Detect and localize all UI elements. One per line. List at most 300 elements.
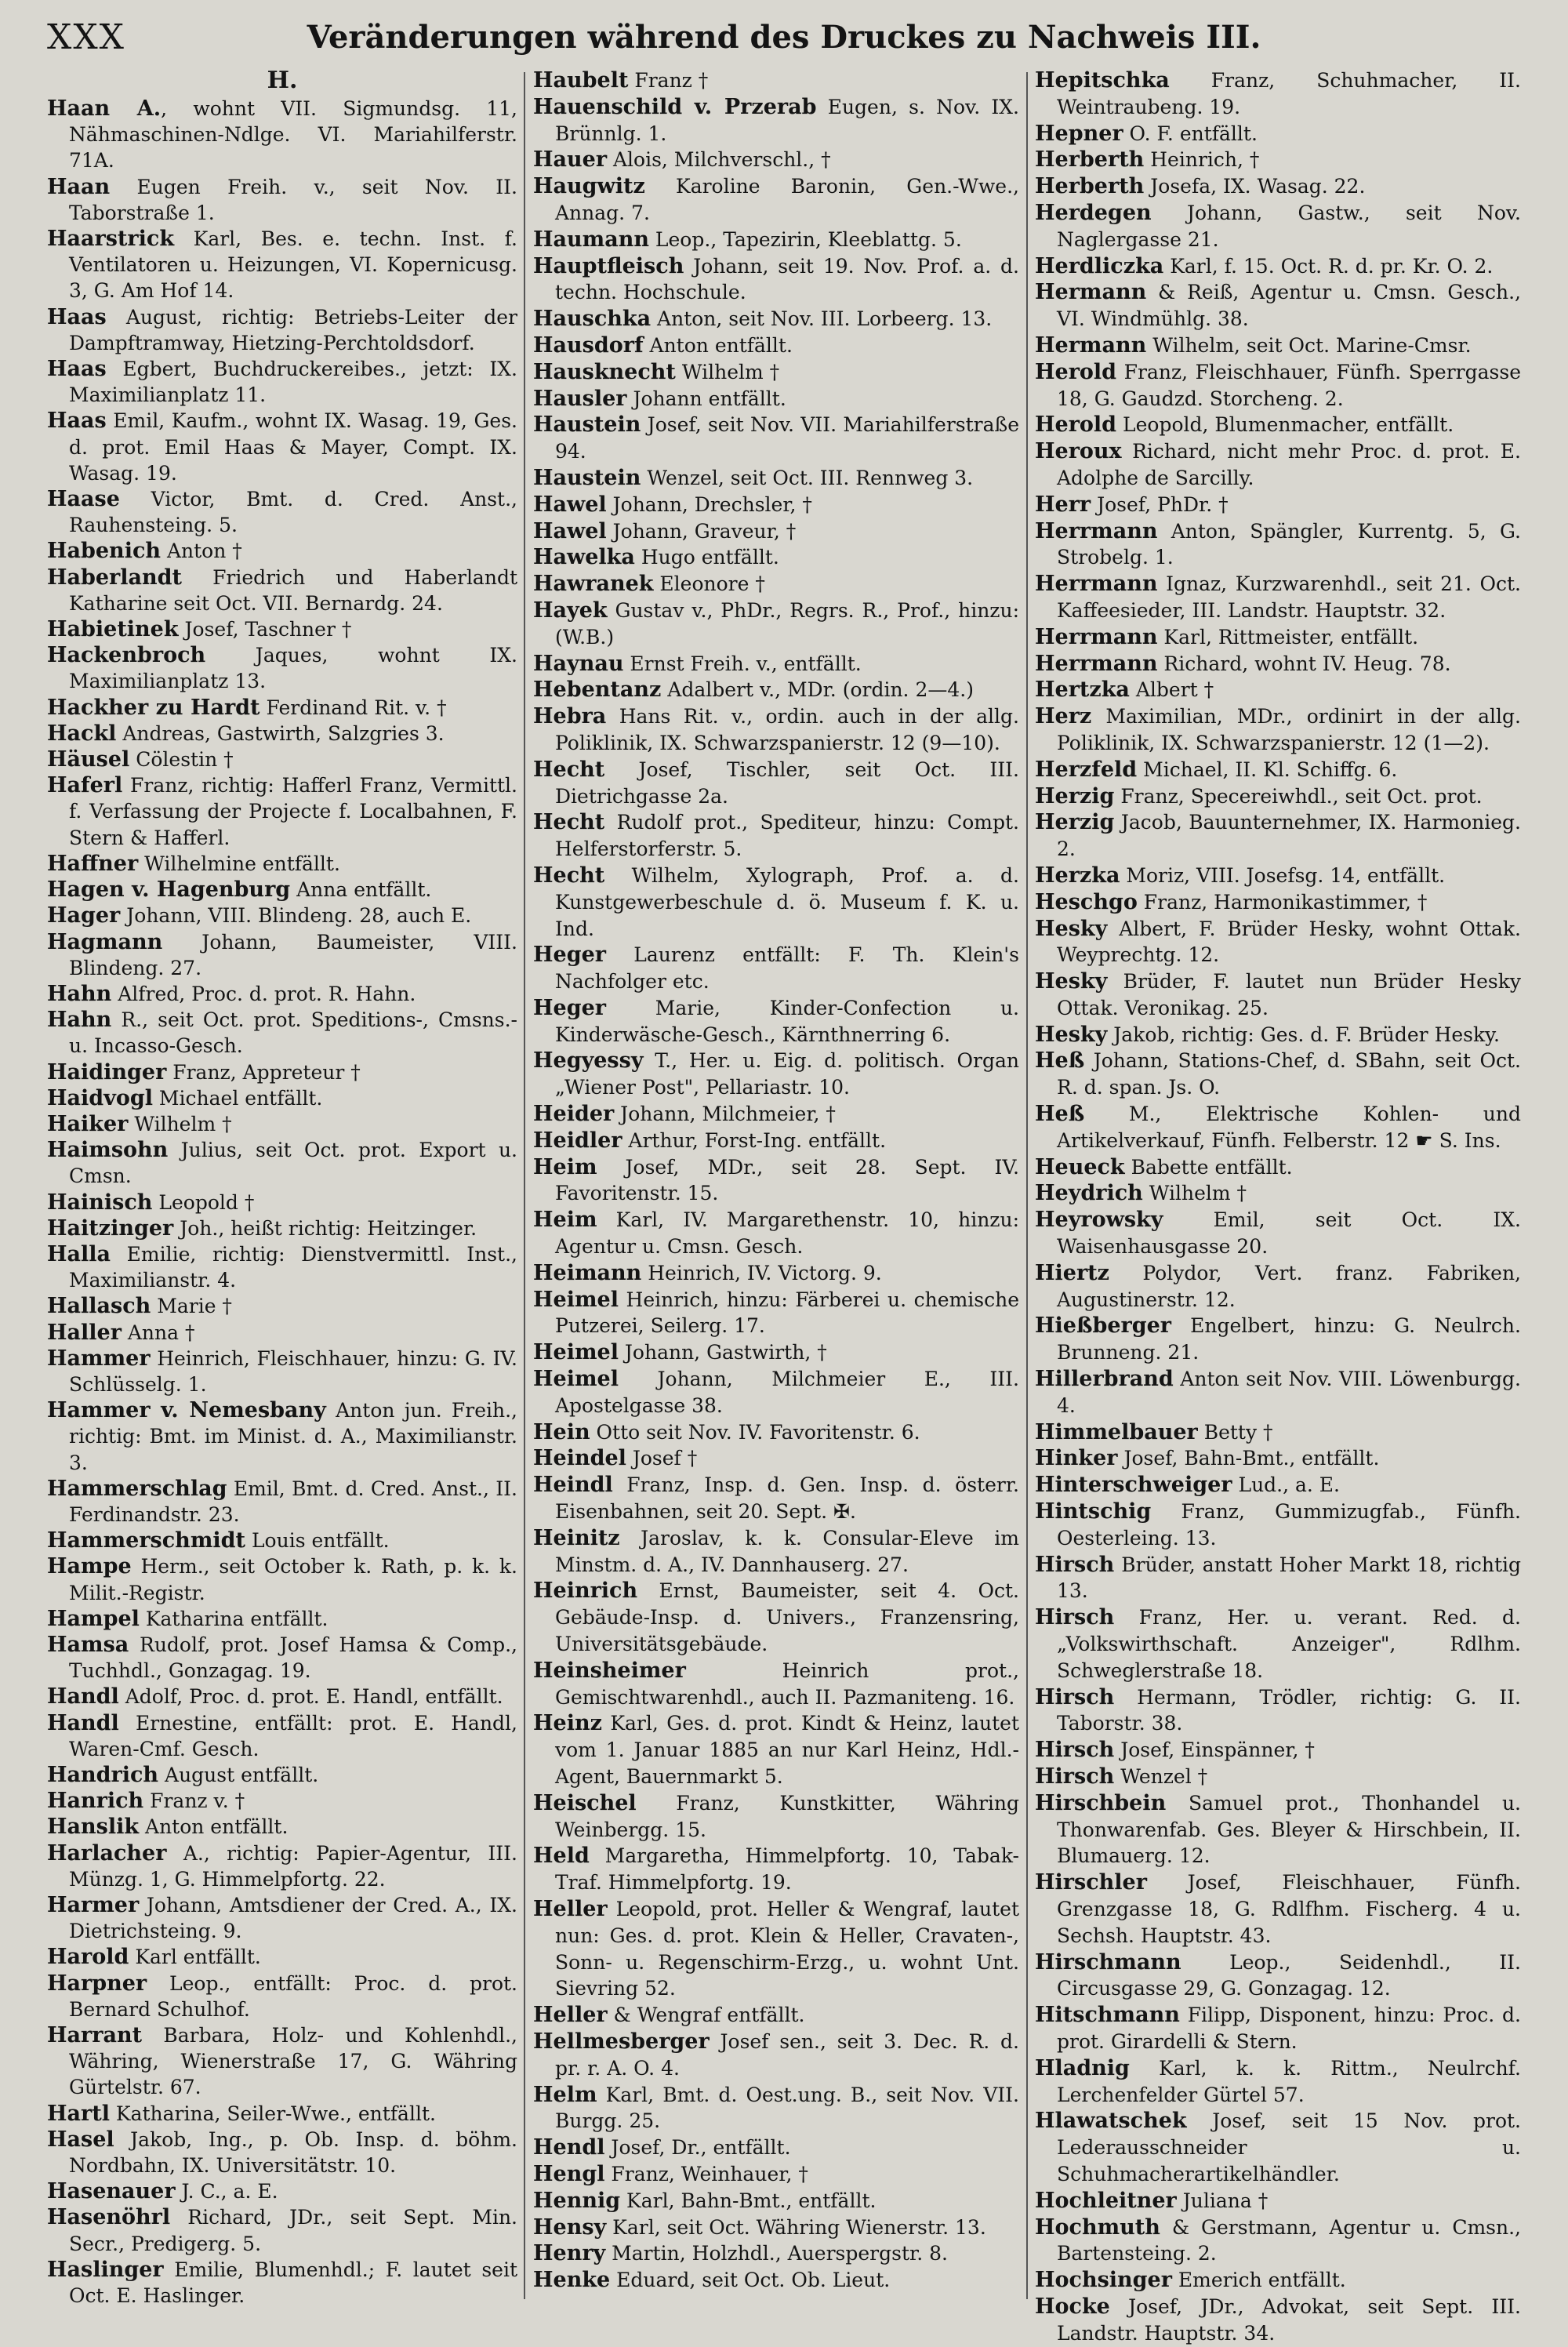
- entry-text: Friedrich und Haberlandt Katharine seit Oct. VII. Bernardg. 24.: [69, 565, 517, 615]
- directory-entry: [1035, 1869, 1521, 1949]
- directory-entry: [533, 2082, 1019, 2135]
- directory-entry: [1035, 1445, 1521, 1472]
- entry-text: Engelbert, hinzu: G. Neulrch. Brunneng. 21.: [1057, 1314, 1521, 1364]
- directory-entry: [1035, 121, 1521, 147]
- entry-text: Johann, seit 19. Nov. Prof. a. d. techn. Hochschule.: [555, 254, 1019, 304]
- entry-name: Hirsch: [1035, 1684, 1115, 1709]
- entry-name: Hepitschka: [1035, 68, 1170, 93]
- entry-text: Otto seit Nov. IV. Favoritenstr. 6.: [590, 1420, 920, 1444]
- entry-name: Hahn: [47, 1008, 112, 1033]
- entry-text: Johann, Gastw., seit Nov. Naglergasse 21.: [1057, 201, 1521, 251]
- entry-text: Josef sen., seit 3. Dec. R. d. pr. r. A. O. 4.: [555, 2029, 1019, 2080]
- entry-name: Hitschmann: [1035, 2003, 1180, 2028]
- entry-text: Polydor, Vert. franz. Fabriken, Augustinerstr. 12.: [1057, 1261, 1521, 1311]
- entry-text: Ignaz, Kurzwarenhdl., seit 21. Oct. Kaffeesieder, III. Landstr. Hauptstr. 32.: [1057, 572, 1521, 622]
- entry-text: Babette entfällt.: [1124, 1155, 1293, 1179]
- directory-entry: [1035, 624, 1521, 651]
- directory-entry: [533, 359, 1019, 386]
- directory-entry: [1035, 1180, 1521, 1207]
- directory-entry: [47, 174, 517, 226]
- directory-entry: [533, 677, 1019, 703]
- directory-entry: [533, 571, 1019, 598]
- entry-text: Richard, wohnt IV. Heug. 78.: [1157, 652, 1451, 675]
- directory-entry: [1035, 1366, 1521, 1419]
- entry-name: Herdegen: [1035, 200, 1152, 225]
- entry-name: Hagen v. Hagenburg: [47, 877, 291, 903]
- entry-name: Hausdorf: [533, 332, 644, 358]
- entry-text: Johann, Drechsler, †: [606, 492, 812, 516]
- entry-name: Hasel: [47, 2127, 114, 2152]
- directory-entry: [47, 2204, 517, 2256]
- entry-text: Wenzel, seit Oct. III. Rennweg 3.: [641, 466, 974, 489]
- entry-name: Hocke: [1035, 2294, 1110, 2319]
- entry-name: Heimel: [533, 1287, 619, 1312]
- directory-entry: [47, 642, 517, 694]
- directory-entry: [533, 598, 1019, 651]
- entry-text: Gustav v., PhDr., Regrs. R., Prof., hinzu: (W.B.): [555, 598, 1019, 649]
- entry-text: Franz, Specereiwhdl., seit Oct. prot.: [1114, 784, 1483, 808]
- directory-entry: [1035, 1101, 1521, 1154]
- directory-entry: [1035, 518, 1521, 572]
- entry-text: Filipp, Disponent, hinzu: Proc. d. prot. Girardelli & Stern.: [1057, 2004, 1521, 2053]
- entry-name: Heger: [533, 943, 606, 968]
- directory-entry: [47, 1397, 517, 1476]
- directory-entry: [533, 1578, 1019, 1657]
- directory-entry: [533, 1207, 1019, 1260]
- directory-entry: [1035, 2188, 1521, 2214]
- entry-name: Heydrich: [1035, 1181, 1143, 1206]
- directory-entry: [1035, 1764, 1521, 1790]
- entry-text: Josef, seit Nov. VII. Mariahilferstraße 94.: [555, 413, 1019, 463]
- directory-entry: [47, 408, 517, 486]
- directory-entry: [47, 695, 517, 721]
- directory-entry: [1035, 359, 1521, 412]
- entry-name: Haller: [47, 1320, 122, 1345]
- entry-text: Martin, Holzhdl., Auerspergstr. 8.: [605, 2242, 948, 2265]
- entry-text: Anna †: [121, 1321, 195, 1344]
- directory-entry: [47, 2022, 517, 2101]
- entry-text: Michael entfällt.: [152, 1086, 323, 1110]
- entry-name: Heger: [533, 995, 606, 1020]
- directory-entry: [533, 1048, 1019, 1101]
- entry-name: Hallasch: [47, 1294, 151, 1319]
- directory-entry: [47, 1528, 517, 1553]
- directory-entry: [533, 1843, 1019, 1896]
- column-3-entries: [1035, 67, 1521, 2347]
- directory-entry: [1035, 253, 1521, 280]
- directory-entry: [1035, 571, 1521, 624]
- entry-name: Hampe: [47, 1554, 132, 1579]
- entry-text: August entfällt.: [158, 1764, 319, 1786]
- directory-entry: [1035, 757, 1521, 783]
- directory-entry: [47, 2178, 517, 2204]
- entry-name: Heidler: [533, 1128, 622, 1153]
- column-2-entries: [533, 67, 1019, 2294]
- entry-text: Arthur, Forst-Ing. entfällt.: [622, 1128, 887, 1152]
- entry-text: Josef, Dr., entfällt.: [604, 2136, 791, 2160]
- directory-entry: [1035, 147, 1521, 173]
- entry-name: Harpner: [47, 1971, 147, 1996]
- entry-name: Hammerschlag: [47, 1476, 227, 1501]
- entry-name: Hesky: [1035, 1022, 1108, 1047]
- entry-text: Brüder, F. lautet nun Brüder Hesky Ottak. Veronikag. 25.: [1057, 970, 1521, 1019]
- directory-entry: [1035, 889, 1521, 916]
- entry-text: Ernestine, entfällt: prot. E. Handl, Waren-Cmf. Gesch.: [69, 1711, 517, 1760]
- directory-entry: [533, 227, 1019, 253]
- entry-text: Karl, Bmt. d. Oest.ung. B., seit Nov. VII. Burgg. 25.: [555, 2083, 1019, 2133]
- entry-text: Wenzel †: [1114, 1765, 1208, 1788]
- directory-entry: [1035, 279, 1521, 332]
- entry-text: Marie, Kinder-Confection u. Kinderwäsche-Gesch., Kärnthnerring 6.: [555, 996, 1019, 1046]
- entry-text: Karl, f. 15. Oct. R. d. pr. Kr. O. 2.: [1163, 254, 1494, 278]
- directory-entry: [533, 2214, 1019, 2241]
- entry-text: Ernst, Baumeister, seit 4. Oct. Gebäude-Insp. d. Univers., Franzensring, Universitätsgebäude.: [555, 1579, 1019, 1656]
- entry-text: Wilhelmine entfällt.: [138, 852, 340, 875]
- entry-text: Joh., heißt richtig: Heitzinger.: [173, 1216, 477, 1240]
- directory-entry: [533, 1260, 1019, 1287]
- directory-entry: [533, 1445, 1019, 1472]
- entry-text: Josef, Einspänner, †: [1114, 1738, 1315, 1762]
- entry-text: Karl, Bahn-Bmt., entfällt.: [620, 2189, 877, 2212]
- entry-name: Heschgo: [1035, 889, 1138, 914]
- entry-text: Franz, Her. u. verant. Red. d. „Volkswirthschaft. Anzeiger", Rdlhm. Schweglerstraße 18.: [1057, 1606, 1521, 1682]
- directory-entry: [1035, 2214, 1521, 2268]
- entry-name: Hawelka: [533, 545, 635, 570]
- entry-text: Josef †: [626, 1447, 698, 1470]
- entry-text: Samuel prot., Thonhandel u. Thonwarenfab. Ges. Bleyer & Hirschbein, II. Blumauerg. 12.: [1057, 1791, 1521, 1868]
- entry-name: Harold: [47, 1945, 129, 1970]
- entry-text: Alois, Milchverschl., †: [607, 148, 831, 172]
- entry-text: , wohnt VII. Sigmundsg. 11, Nähmaschinen-Ndlge. VI. Mariahilferstr. 71A.: [69, 97, 517, 173]
- entry-text: Hans Rit. v., ordin. auch in der allg. Poliklinik, IX. Schwarzspanierstr. 12 (9—10).: [555, 705, 1019, 754]
- entry-name: Hackl: [47, 721, 117, 746]
- directory-entry: [1035, 651, 1521, 678]
- entry-name: Herzig: [1035, 810, 1115, 835]
- entry-text: Adolf, Proc. d. prot. E. Handl, entfällt.: [118, 1685, 503, 1709]
- entry-name: Herdliczka: [1035, 253, 1164, 278]
- section-letter: H.: [267, 67, 298, 94]
- entry-text: Karl, seit Oct. Währing Wienerstr. 13.: [606, 2215, 986, 2239]
- entry-text: Josef, JDr., Advokat, seit Sept. III. Landstr. Hauptstr. 34.: [1057, 2294, 1521, 2345]
- entry-name: Heueck: [1035, 1154, 1125, 1179]
- directory-entry: [533, 2002, 1019, 2029]
- column-1: [47, 67, 517, 2310]
- directory-entry: [1035, 492, 1521, 518]
- entry-text: & Gerstmann, Agentur u. Cmsn., Bartensteing. 2.: [1057, 2215, 1521, 2265]
- entry-name: Hinker: [1035, 1446, 1118, 1471]
- entry-text: Albert †: [1129, 678, 1214, 702]
- entry-text: Leop., entfällt: Proc. d. prot. Bernard Schulhof.: [69, 1971, 517, 2021]
- directory-entry: [533, 465, 1019, 492]
- entry-name: Heinitz: [533, 1525, 620, 1550]
- directory-entry: [533, 863, 1019, 942]
- entry-text: Eduard, seit Oct. Ob. Lieut.: [610, 2269, 891, 2292]
- directory-entry: [533, 757, 1019, 810]
- entry-name: Hasenauer: [47, 2179, 176, 2204]
- entry-name: Hirsch: [1035, 1605, 1115, 1630]
- entry-text: Andreas, Gastwirth, Salzgries 3.: [116, 721, 445, 745]
- entry-name: Hochsinger: [1035, 2268, 1172, 2293]
- entry-text: Anton †: [161, 540, 242, 563]
- entry-text: Josef, Bahn-Bmt., entfällt.: [1117, 1447, 1380, 1470]
- entry-name: Hellmesberger: [533, 2029, 710, 2054]
- entry-name: Heller: [533, 2003, 608, 2028]
- entry-text: & Wengraf entfällt.: [607, 2004, 805, 2027]
- entry-text: Anna entfällt.: [290, 878, 432, 902]
- directory-entry: [47, 981, 517, 1007]
- directory-entry: [533, 2240, 1019, 2267]
- directory-entry: [47, 1111, 517, 1137]
- directory-entry: [47, 616, 517, 642]
- entry-text: Jakob, richtig: Ges. d. F. Brüder Hesky.: [1107, 1023, 1500, 1046]
- directory-entry: [533, 942, 1019, 995]
- directory-entry: [533, 703, 1019, 757]
- directory-entry: [533, 1154, 1019, 1208]
- directory-entry: [1035, 67, 1521, 121]
- entry-name: Heimann: [533, 1260, 642, 1285]
- entry-text: O. F. entfällt.: [1123, 122, 1258, 145]
- entry-name: Haarstrick: [47, 227, 175, 252]
- directory-entry: [1035, 1552, 1521, 1605]
- directory-entry: [47, 1814, 517, 1840]
- entry-name: Herrmann: [1035, 651, 1158, 676]
- entry-text: M., Elektrische Kohlen- und Artikelverkauf, Fünfh. Felberstr. 12 ☛ S. Ins.: [1057, 1103, 1521, 1152]
- entry-name: Hengl: [533, 2161, 605, 2186]
- directory-entry: [533, 2161, 1019, 2188]
- entry-text: Jakob, Ing., p. Ob. Insp. d. böhm. Nordbahn, IX. Universitätstr. 10.: [69, 2127, 517, 2178]
- directory-entry: [47, 1971, 517, 2022]
- directory-entry: [1035, 2108, 1521, 2187]
- entry-text: Katharina entfällt.: [139, 1607, 328, 1630]
- entry-name: Hagmann: [47, 929, 163, 954]
- entry-text: Johann, Baumeister, VIII. Blindeng. 27.: [69, 930, 517, 979]
- entry-name: Haustein: [533, 465, 641, 490]
- entry-name: Handl: [47, 1710, 119, 1735]
- directory-entry: [47, 1632, 517, 1684]
- directory-entry: [47, 565, 517, 616]
- entry-name: Heß: [1035, 1048, 1085, 1074]
- directory-entry: [47, 772, 517, 851]
- entry-text: Marie †: [151, 1295, 232, 1318]
- entry-name: Herberth: [1035, 174, 1145, 199]
- entry-text: Karl, Rittmeister, entfällt.: [1157, 625, 1419, 649]
- entry-name: Haan: [47, 174, 111, 199]
- entry-name: Hladnig: [1035, 2055, 1130, 2080]
- directory-entry: [1035, 783, 1521, 810]
- directory-entry: [533, 1366, 1019, 1419]
- entry-name: Hamsa: [47, 1632, 129, 1657]
- directory-entry: [1035, 438, 1521, 492]
- directory-entry: [47, 1762, 517, 1788]
- entry-text: Eleonore †: [653, 572, 765, 596]
- entry-name: Haberlandt: [47, 565, 183, 590]
- entry-name: Hartl: [47, 2101, 110, 2126]
- entry-name: Heinrich: [533, 1579, 638, 1604]
- directory-entry: [533, 147, 1019, 173]
- entry-text: Franz, richtig: Hafferl Franz, Vermittl. f. Verfassung der Projecte f. Localbahnen, F. Stern & Hafferl.: [69, 774, 517, 849]
- entry-text: Johann, Gastwirth, †: [618, 1341, 827, 1364]
- directory-entry: [1035, 1472, 1521, 1499]
- entry-name: Hinterschweiger: [1035, 1473, 1232, 1498]
- entry-name: Heimel: [533, 1367, 619, 1392]
- entry-text: Cölestin †: [129, 748, 234, 772]
- entry-text: Maximilian, MDr., ordinirt in der allg. Poliklinik, IX. Schwarzspanierstr. 12 (1—2).: [1057, 705, 1521, 754]
- directory-entry: [1035, 2267, 1521, 2294]
- directory-entry: [1035, 2294, 1521, 2347]
- entry-name: Habenich: [47, 539, 162, 564]
- entry-text: Richard, JDr., seit Sept. Min. Secr., Predigerg. 5.: [69, 2206, 517, 2255]
- entry-text: Wilhelm †: [128, 1112, 232, 1135]
- entry-text: Jaques, wohnt IX. Maximilianplatz 13.: [69, 644, 517, 693]
- directory-entry: [533, 1287, 1019, 1340]
- directory-entry: [47, 1684, 517, 1709]
- directory-entry: [533, 2267, 1019, 2294]
- entry-name: Hebra: [533, 704, 607, 729]
- directory-entry: [533, 1896, 1019, 2002]
- entry-text: Jacob, Bauunternehmer, IX. Harmonieg. 2.: [1057, 811, 1521, 861]
- entry-name: Hegyessy: [533, 1048, 644, 1074]
- entry-text: Wilhelm, Xylograph, Prof. a. d. Kunstgewerbeschule d. ö. Museum f. K. u. Ind.: [555, 863, 1019, 940]
- entry-text: Rudolf prot., Spediteur, hinzu: Compt. Helferstorferstr. 5.: [555, 811, 1019, 861]
- entry-text: Josef, PhDr. †: [1091, 492, 1229, 516]
- entry-name: Herrmann: [1035, 624, 1158, 649]
- directory-entry: [47, 903, 517, 928]
- entry-text: Laurenz entfällt: F. Th. Klein's Nachfolger etc.: [555, 943, 1019, 994]
- entry-text: Anton entfällt.: [643, 333, 793, 357]
- entry-name: Hauschka: [533, 307, 652, 332]
- entry-text: Karl, Bes. e. techn. Inst. f. Ventilatoren u. Heizungen, VI. Kopernicusg. 3, G. Am Hof 14.: [69, 227, 517, 303]
- directory-entry: [47, 1137, 517, 1189]
- entry-name: Heß: [1035, 1102, 1085, 1127]
- entry-text: Karl, IV. Margarethenstr. 10, hinzu: Agentur u. Cmsn. Gesch.: [555, 1208, 1019, 1259]
- entry-name: Harlacher: [47, 1840, 167, 1866]
- entry-text: Heinrich, Fleischhauer, hinzu: G. IV. Schlüsselg. 1.: [69, 1346, 517, 1396]
- entry-text: Victor, Bmt. d. Cred. Anst., Rauhensteing. 5.: [69, 488, 517, 537]
- entry-name: Hillerbrand: [1035, 1367, 1174, 1392]
- directory-entry: [47, 486, 517, 538]
- entry-name: Heim: [533, 1154, 597, 1179]
- entry-text: Julius, seit Oct. prot. Export u. Cmsn.: [69, 1139, 517, 1188]
- directory-entry: [533, 2188, 1019, 2214]
- directory-entry: [1035, 1684, 1521, 1738]
- directory-entry: [47, 1710, 517, 1762]
- directory-entry: [533, 492, 1019, 518]
- entry-name: Hennig: [533, 2188, 621, 2213]
- entry-text: R., seit Oct. prot. Speditions-, Cmsns.- u. Incasso-Gesch.: [69, 1008, 517, 1058]
- entry-name: Hlawatschek: [1035, 2109, 1187, 2134]
- entry-text: Johann entfällt.: [626, 387, 786, 410]
- entry-name: Hermann: [1035, 332, 1147, 358]
- entry-text: Hermann, Trödler, richtig: G. II. Taborstr. 38.: [1057, 1685, 1521, 1735]
- directory-entry: [47, 1007, 517, 1059]
- entry-name: Haustein: [533, 412, 641, 438]
- entry-text: Anton jun. Freih., richtig: Bmt. im Minist. d. A., Maximilianstr. 3.: [69, 1399, 517, 1474]
- directory-entry: [1035, 863, 1521, 889]
- entry-text: Josef, Taschner †: [178, 618, 352, 641]
- entry-name: Haas: [47, 304, 107, 329]
- entry-text: Emerich entfällt.: [1171, 2269, 1346, 2292]
- entry-name: Haas: [47, 409, 107, 434]
- page-number: XXX: [47, 17, 125, 57]
- directory-entry: [47, 1215, 517, 1241]
- entry-text: Franz, Weinhauer, †: [604, 2162, 808, 2185]
- directory-entry: [533, 1101, 1019, 1128]
- entry-text: Heinrich prot., Gemischtwarenhdl., auch II. Pazmaniteng. 16.: [555, 1659, 1019, 1709]
- entry-text: Emilie, Blumenhdl.; F. lautet seit Oct. E. Haslinger.: [69, 2258, 517, 2308]
- entry-text: Emil, Bmt. d. Cred. Anst., II. Ferdinandstr. 23.: [69, 1477, 517, 1526]
- entry-name: Hampel: [47, 1606, 140, 1631]
- entry-name: Hirschbein: [1035, 1790, 1167, 1815]
- entry-name: Hesky: [1035, 969, 1108, 994]
- directory-entry: [1035, 1048, 1521, 1101]
- entry-text: Heinrich, †: [1144, 148, 1260, 172]
- directory-entry: [1035, 1207, 1521, 1260]
- entry-name: Haidinger: [47, 1059, 167, 1084]
- entry-name: Haas: [47, 357, 107, 382]
- directory-entry: [1035, 1949, 1521, 2003]
- entry-name: Hirschmann: [1035, 1949, 1181, 1975]
- page-header: [47, 17, 1521, 64]
- entry-text: August, richtig: Betriebs-Leiter der Dampftramway, Hietzing-Perchtoldsdorf.: [69, 305, 517, 354]
- entry-name: Heyrowsky: [1035, 1208, 1163, 1233]
- entry-text: Franz v. †: [143, 1789, 245, 1813]
- entry-text: Anton, seit Nov. III. Lorbeerg. 13.: [651, 307, 993, 331]
- directory-entry: [533, 306, 1019, 332]
- entry-name: Hasenöhrl: [47, 2205, 171, 2230]
- directory-entry: [533, 1472, 1019, 1525]
- entry-name: Hackher zu Hardt: [47, 695, 260, 720]
- entry-text: T., Her. u. Eig. d. politisch. Organ „Wiener Post", Pellariastr. 10.: [555, 1049, 1019, 1099]
- entry-name: Harmer: [47, 1893, 140, 1918]
- directory-entry: [47, 96, 517, 174]
- entry-text: Katharina, Seiler-Wwe., entfällt.: [109, 2102, 436, 2125]
- entry-name: Heinsheimer: [533, 1658, 686, 1683]
- entry-name: Hauer: [533, 147, 608, 173]
- directory-entry: [1035, 703, 1521, 757]
- entry-text: Franz, Insp. d. Gen. Insp. d. österr. Eisenbahnen, seit 20. Sept. ✠.: [555, 1473, 1019, 1524]
- entry-text: Johann, Milchmeier, †: [614, 1103, 836, 1126]
- entry-name: Hirschler: [1035, 1870, 1147, 1895]
- entry-text: Heinrich, hinzu: Färberei u. chemische Putzerei, Seilerg. 17.: [555, 1288, 1019, 1338]
- entry-text: Karl, Ges. d. prot. Kindt & Heinz, lautet vom 1. Januar 1885 an nur Karl Heinz, Hdl.-Agent, Bauernmarkt 5.: [555, 1712, 1019, 1788]
- column-1-entries: [47, 96, 517, 2309]
- entry-name: Hirsch: [1035, 1764, 1115, 1789]
- entry-name: Heimel: [533, 1340, 619, 1365]
- entry-text: Eugen, s. Nov. IX. Brünnlg. 1.: [555, 95, 1019, 145]
- entry-name: Heller: [533, 1896, 608, 1921]
- directory-entry: [47, 1944, 517, 1970]
- entry-name: Hackenbroch: [47, 643, 206, 668]
- directory-entry: [47, 2127, 517, 2178]
- entry-name: Held: [533, 1844, 590, 1869]
- entry-name: Harrant: [47, 2023, 143, 2048]
- directory-entry: [47, 2101, 517, 2127]
- entry-name: Heinz: [533, 1711, 602, 1736]
- directory-entry: [47, 747, 517, 772]
- directory-entry: [533, 173, 1019, 227]
- entry-text: Ferdinand Rit. v. †: [260, 696, 447, 719]
- entry-name: Heroux: [1035, 439, 1122, 464]
- entry-name: Hermann: [1035, 280, 1147, 305]
- directory-entry: [533, 1790, 1019, 1844]
- entry-name: Hawel: [533, 492, 607, 517]
- entry-text: Adalbert v., MDr. (ordin. 2—4.): [661, 678, 974, 702]
- directory-entry: [1035, 916, 1521, 969]
- directory-entry: [533, 67, 1019, 94]
- entry-name: Hecht: [533, 863, 605, 888]
- entry-text: Josef, Fleischhauer, Fünfh. Grenzgasse 18, G. Rdlfhm. Fischerg. 4 u. Sechsh. Hauptstr. 43.: [1057, 1871, 1521, 1947]
- directory-entry: [1035, 968, 1521, 1022]
